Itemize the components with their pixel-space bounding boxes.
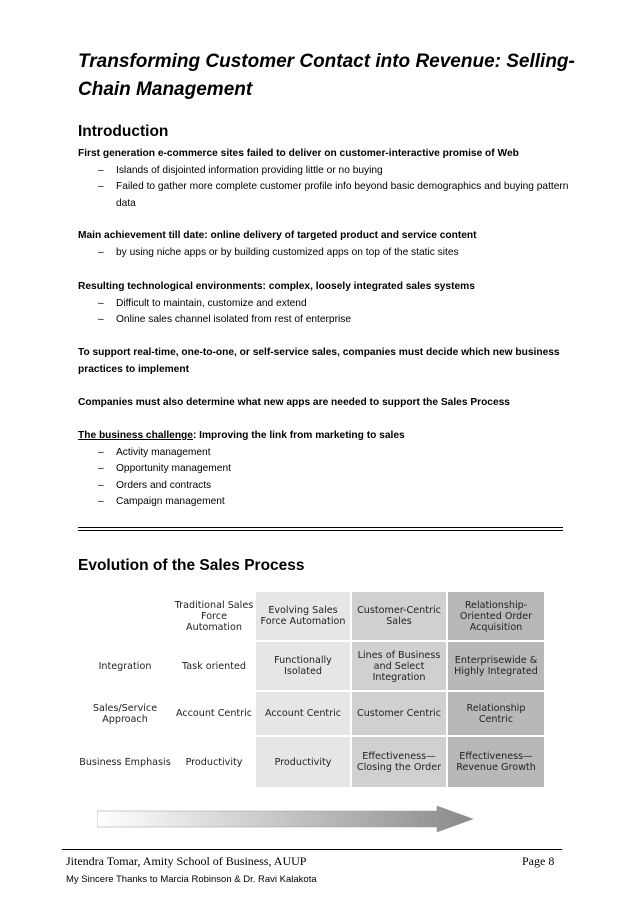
- page-title: Transforming Customer Contact into Revenue: Selling-Chain Management: [78, 51, 575, 100]
- intro-block-4: [78, 345, 578, 378]
- sales-evolution-matrix: [78, 592, 560, 792]
- matrix-cell: Task oriented: [174, 642, 254, 690]
- list-item: – Opportunity management: [98, 463, 231, 474]
- footer-thanks: My Sincere Thanks to Marcia Robinson & Dr. Ravi Kalakota: [66, 874, 317, 885]
- intro-block-2: [78, 228, 578, 261]
- business-challenge-block: [78, 428, 578, 511]
- matrix-cell: Effectiveness—Revenue Growth: [448, 737, 544, 787]
- intro-point-4: To support real-time, one-to-one, or self-service sales, companies must decide which new business practices to implement: [78, 347, 560, 375]
- list-item: – Campaign management: [98, 496, 225, 507]
- matrix-cell: Productivity: [256, 737, 350, 787]
- footer-divider: [62, 849, 562, 850]
- matrix-cell: Lines of Business and Select Integration: [352, 642, 446, 690]
- row-header: Integration: [78, 642, 172, 690]
- column-header: Customer-Centric Sales: [352, 592, 446, 640]
- list-item: – Islands of disjointed information providing little or no buying: [98, 164, 383, 176]
- intro-block-3: [78, 279, 578, 329]
- matrix-cell: Effectiveness—Closing the Order: [352, 737, 446, 787]
- row-header: Business Emphasis: [78, 737, 172, 787]
- column-header: Relationship-Oriented Order Acquisition: [448, 592, 544, 640]
- intro-point-5: Companies must also determine what new apps are needed to support the Sales Process: [78, 397, 510, 408]
- section-divider: [78, 530, 563, 531]
- challenge-text: : Improving the link from marketing to sales: [192, 430, 405, 441]
- column-header: Traditional Sales Force Automation: [174, 592, 254, 640]
- challenge-label: The business challenge: [78, 430, 193, 441]
- progression-arrow: [97, 806, 475, 832]
- column-header: Evolving Sales Force Automation: [256, 592, 350, 640]
- intro-block-5: [78, 395, 578, 412]
- matrix-cell: Functionally Isolated: [256, 642, 350, 690]
- page-number: Page 8: [522, 854, 555, 868]
- row-header: Sales/Service Approach: [78, 692, 172, 735]
- matrix-cell: Account Centric: [256, 692, 350, 735]
- list-item: – Online sales channel isolated from rest of enterprise: [98, 314, 351, 325]
- intro-point-2: Main achievement till date: online delivery of targeted product and service content: [78, 230, 477, 241]
- list-item: – Activity management: [98, 446, 211, 458]
- list-item: – by using niche apps or by building customized apps on top of the static sites: [98, 246, 459, 258]
- matrix-cell: Productivity: [174, 737, 254, 787]
- matrix-cell: Account Centric: [174, 692, 254, 735]
- matrix-cell: Relationship Centric: [448, 692, 544, 735]
- matrix-cell: Customer Centric: [352, 692, 446, 735]
- list-item: – Orders and contracts: [98, 479, 212, 491]
- introduction-heading: Introduction: [78, 123, 169, 140]
- evolution-heading: Evolution of the Sales Process: [78, 557, 305, 574]
- list-item: – Failed to gather more complete customer profile info beyond basic demographics and buying pattern data: [98, 181, 569, 209]
- intro-point-3: Resulting technological environments: complex, loosely integrated sales systems: [78, 281, 475, 292]
- matrix-cell: Enterprisewide & Highly Integrated: [448, 642, 544, 690]
- intro-block-1: [78, 146, 578, 212]
- footer-author: Jitendra Tomar, Amity School of Business, AUUP: [66, 854, 307, 868]
- list-item: – Difficult to maintain, customize and extend: [98, 297, 307, 309]
- intro-point-1: First generation e-commerce sites failed to deliver on customer-interactive promise of Web: [78, 148, 519, 159]
- section-divider: [78, 527, 563, 528]
